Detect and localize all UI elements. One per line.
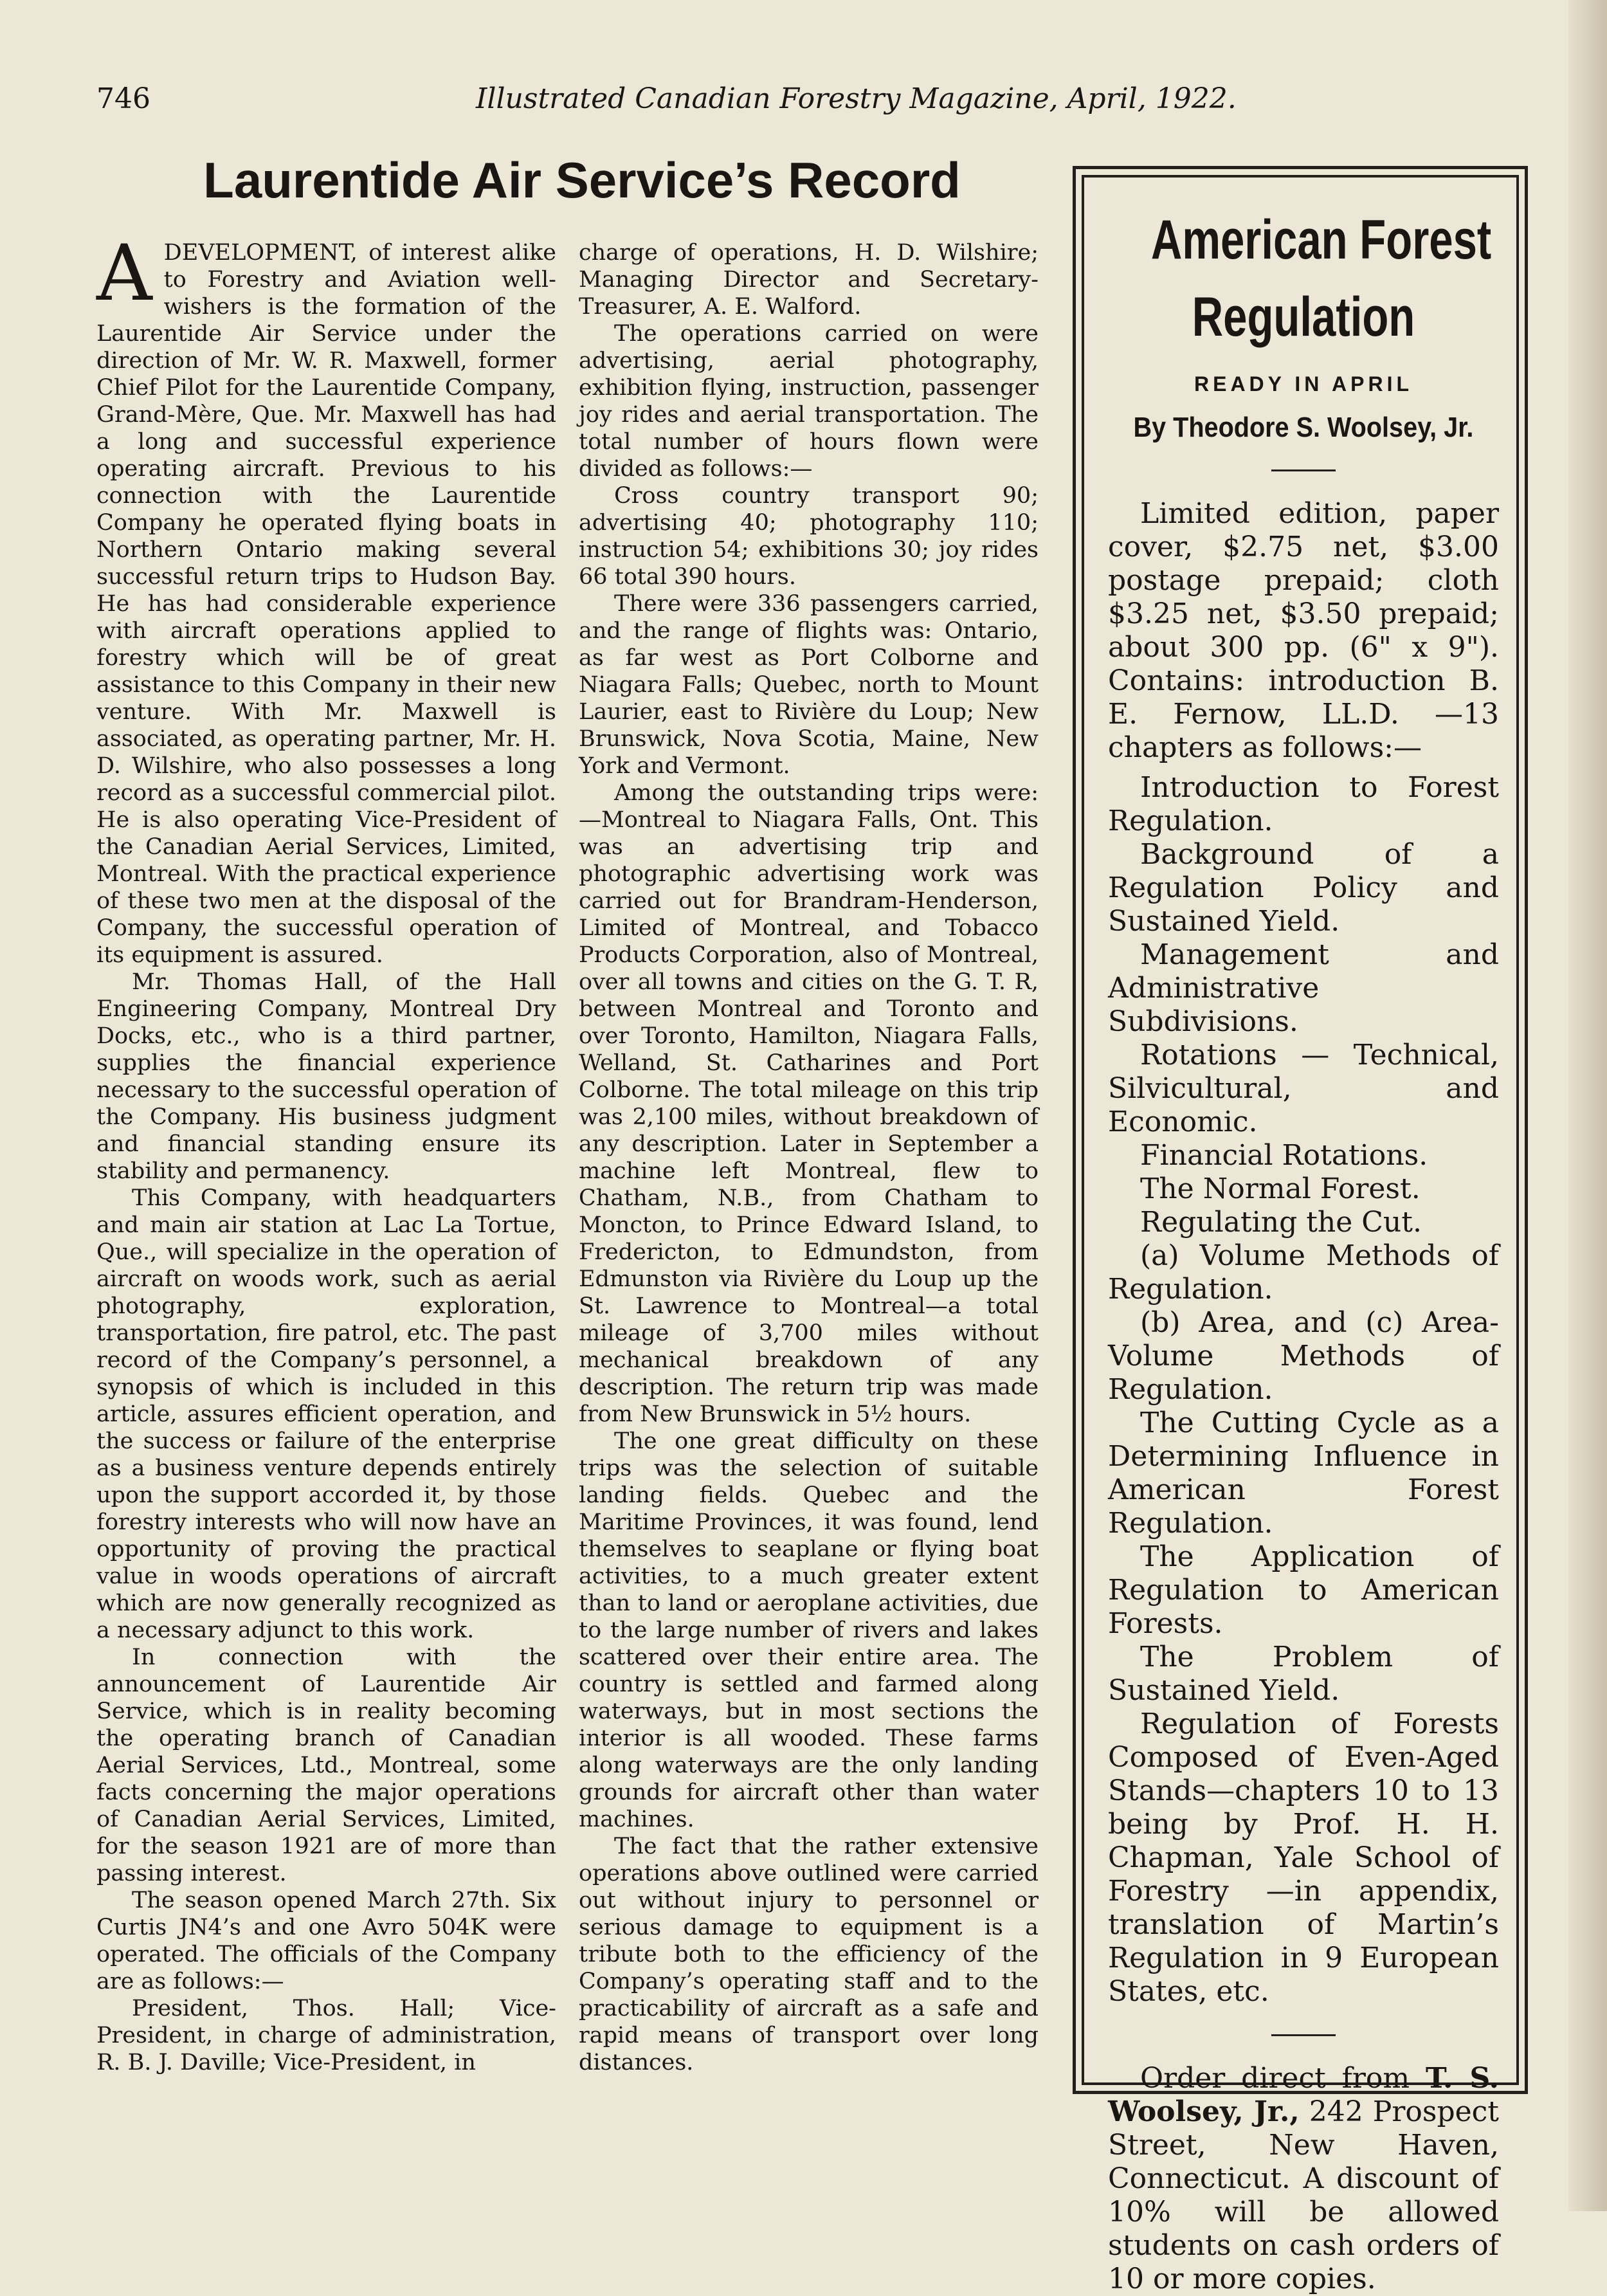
ad-order-info: [1108, 2062, 1499, 2296]
article-title: Laurentide Air Service’s Record: [203, 152, 961, 208]
ad-title-line2: Regulation: [1192, 286, 1415, 348]
ad-release-note: READY IN APRIL: [1194, 372, 1413, 396]
paragraph-text: DEVELOPMENT, of interest alike to Forestry and Aviation well-wishers is the formation of the Laurentide Air Service under the direction of Mr. W. R. Maxwell, former Chief Pilot for the Laurentide Company, Grand-Mère, Que. Mr. Maxwell has had a long and successful experience operating aircraft. Previous to his connection with the Laurentide Company he operated flying boats in Northern Ontario making several successful return trips to Hudson Bay. He has had considerable experience with aircraft operations applied to forestry which will be of great assistance to this Company in their new venture. With Mr. Maxwell is associated, as operating partner, Mr. H. D. Wilshire, who also possesses a long record as a successful commercial pilot. He is also operating Vice-President of the Canadian Aerial Services, Limited, Montreal. With the practical experience of these two men at the disposal of the Company, the successful operation of its equipment is assured.: [96, 240, 556, 968]
ad-chapter-item: The Application of Regulation to American Forests.: [1108, 1540, 1499, 1640]
drop-cap: A: [96, 229, 152, 318]
article-paragraph: charge of operations, H. D. Wilshire; Managing Director and Secretary-Treasurer, A. E. Walford.: [579, 240, 1039, 320]
ad-chapter-item: Background of a Regulation Policy and Sustained Yield.: [1108, 838, 1499, 938]
ad-chapter-item: The Cutting Cycle as a Determining Influence in American Forest Regulation.: [1108, 1407, 1499, 1540]
article-paragraph: The fact that the rather extensive operations above outlined were carried out without injury to personnel or serious damage to equipment is a tribute both to the efficiency of the Company’s operating staff and to the practicability of aircraft as a safe and rapid means of transport over long distances.: [579, 1834, 1039, 2075]
page-number: 746: [96, 82, 150, 115]
order-name: T. S. Woolsey, Jr.,: [1108, 2062, 1499, 2128]
ad-chapter-item: Financial Rotations.: [1140, 1139, 1428, 1172]
page-header: [96, 82, 1237, 134]
ad-chapter-item: Regulation of Forests Composed of Even-Aged Stands—chapters 10 to 13 being by Prof. H. H. Chapman, Yale School of Forestry —in appendix, translation of Martin’s Regulation in 9 European States, etc.: [1108, 1708, 1499, 2008]
article-column-1: [96, 229, 556, 2076]
ad-chapter-item: The Problem of Sustained Yield.: [1108, 1641, 1499, 1707]
ad-chapter-item: Rotations — Technical, Silvicultural, and Economic.: [1108, 1039, 1499, 1138]
article-paragraph: Cross country transport 90; advertising 40; photography 110; instruction 54; exhibitions 30; joy rides 66 total 390 hours.: [579, 483, 1039, 590]
article-paragraph: The operations carried on were advertising, aerial photography, exhibition flying, instruction, passenger joy rides and aerial transportation. The total number of hours flown were divided as follows:—: [579, 321, 1039, 482]
ad-title-line1: American Forest: [1150, 209, 1492, 271]
ad-chapter-item: Introduction to Forest Regulation.: [1108, 771, 1499, 837]
article-paragraph: Mr. Thomas Hall, of the Hall Engineering Company, Montreal Dry Docks, etc., who is a third partner, supplies the financial experience necessary to the successful operation of the Company. His business judgment and financial standing ensure its stability and permanency.: [96, 969, 556, 1184]
advertisement-content: [1108, 201, 1499, 2296]
order-prefix: Order direct from: [1140, 2062, 1410, 2095]
ad-chapter-item: (a) Volume Methods of Regulation.: [1108, 1239, 1499, 1306]
article-paragraph: In connection with the announcement of Laurentide Air Service, which is in reality becoming the operating branch of Canadian Aerial Services, Ltd., Montreal, some facts concerning the major operations of Canadian Aerial Services, Limited, for the season 1921 are of more than passing interest.: [96, 1645, 556, 1886]
article-paragraph: The one great difficulty on these trips was the selection of suitable landing fields. Quebec and the Maritime Provinces, it was found, lend themselves to seaplane or flying boat activities, to a much greater extent than to land or aeroplane activities, due to the large number of rivers and lakes scattered over their entire area. The country is settled and farmed along waterways, but in most sections the interior is all wooded. These farms along waterways are the only landing grounds for aircraft other than water machines.: [579, 1428, 1039, 1832]
ad-divider: [1271, 469, 1336, 471]
page-spine-shadow: [1568, 0, 1607, 2211]
ad-description: Limited edition, paper cover, $2.75 net, $3.00 postage prepaid; cloth $3.25 net, $3.50 prepaid; about 300 pp. (6" x 9"). Contains: introduction B. E. Fernow, LL.D. —13 chapters as follows:—: [1108, 497, 1499, 764]
article-paragraph: The season opened March 27th. Six Curtis JN4’s and one Avro 504K were operated. The officials of the Company are as follows:—: [96, 1888, 556, 1994]
ad-author: By Theodore S. Woolsey, Jr.: [1133, 412, 1474, 443]
ad-chapter-list: [1108, 771, 1499, 2009]
article-paragraph: There were 336 passengers carried, and the range of flights was: Ontario, as far west as Port Colborne and Niagara Falls; Quebec, north to Mount Laurier, east to Rivière du Loup; New Brunswick, Nova Scotia, Maine, New York and Vermont.: [579, 591, 1039, 779]
ad-chapter-item: Regulating the Cut.: [1140, 1206, 1422, 1239]
ad-chapter-item: Management and Administrative Subdivisions.: [1108, 938, 1499, 1038]
article-paragraph: This Company, with headquarters and main air station at Lac La Tortue, Que., will specialize in the operation of aircraft on woods work, such as aerial photography, exploration, transportation, fire patrol, etc. The past record of the Company’s personnel, a synopsis of which is included in this article, assures efficient operation, and the success or failure of the enterprise as a business venture depends entirely upon the support accorded it, by those forestry interests who will now have an opportunity of proving the practical value in woods operations of aircraft which are now generally recognized as a necessary adjunct to this work.: [96, 1185, 556, 1643]
article-paragraph: President, Thos. Hall; Vice-President, in charge of administration, R. B. J. Daville; Vice-President, in: [96, 1996, 556, 2075]
article-paragraph: Among the outstanding trips were: —Montreal to Niagara Falls, Ont. This was an advertising trip and photographic advertising work was carried out for Brandram-Henderson, Limited of Montreal, and Tobacco Products Corporation, also of Montreal, over all towns and cities on the G. T. R, between Montreal and Toronto and over Toronto, Hamilton, Niagara Falls, Welland, St. Catharines and Port Colborne. The total mileage on this trip was 2,100 miles, without breakdown of any description. Later in September a machine left Montreal, flew to Chatham, N.B., from Chatham to Moncton, to Prince Edward Island, to Fredericton, to Edmundston, from Edmunston via Rivière du Loup up the St. Lawrence to Montreal—a total mileage of 3,700 miles without mechanical breakdown of any description. The return trip was made from New Brunswick in 5½ hours.: [579, 780, 1039, 1427]
book-advertisement: [1073, 166, 1528, 2295]
ad-divider: [1271, 2034, 1336, 2036]
article-column-2: [579, 239, 1039, 2076]
article-paragraph: [96, 229, 556, 969]
ad-chapter-item: (b) Area, and (c) Area-Volume Methods of Regulation.: [1108, 1306, 1499, 1406]
running-head: Illustrated Canadian Forestry Magazine, April, 1922.: [476, 82, 1237, 115]
ad-chapter-item: The Normal Forest.: [1140, 1172, 1421, 1205]
order-address: 242 Prospect Street, New Haven, Connecticut. A discount of 10% will be allowed students on cash orders of 10 or more copies.: [1108, 2095, 1499, 2295]
